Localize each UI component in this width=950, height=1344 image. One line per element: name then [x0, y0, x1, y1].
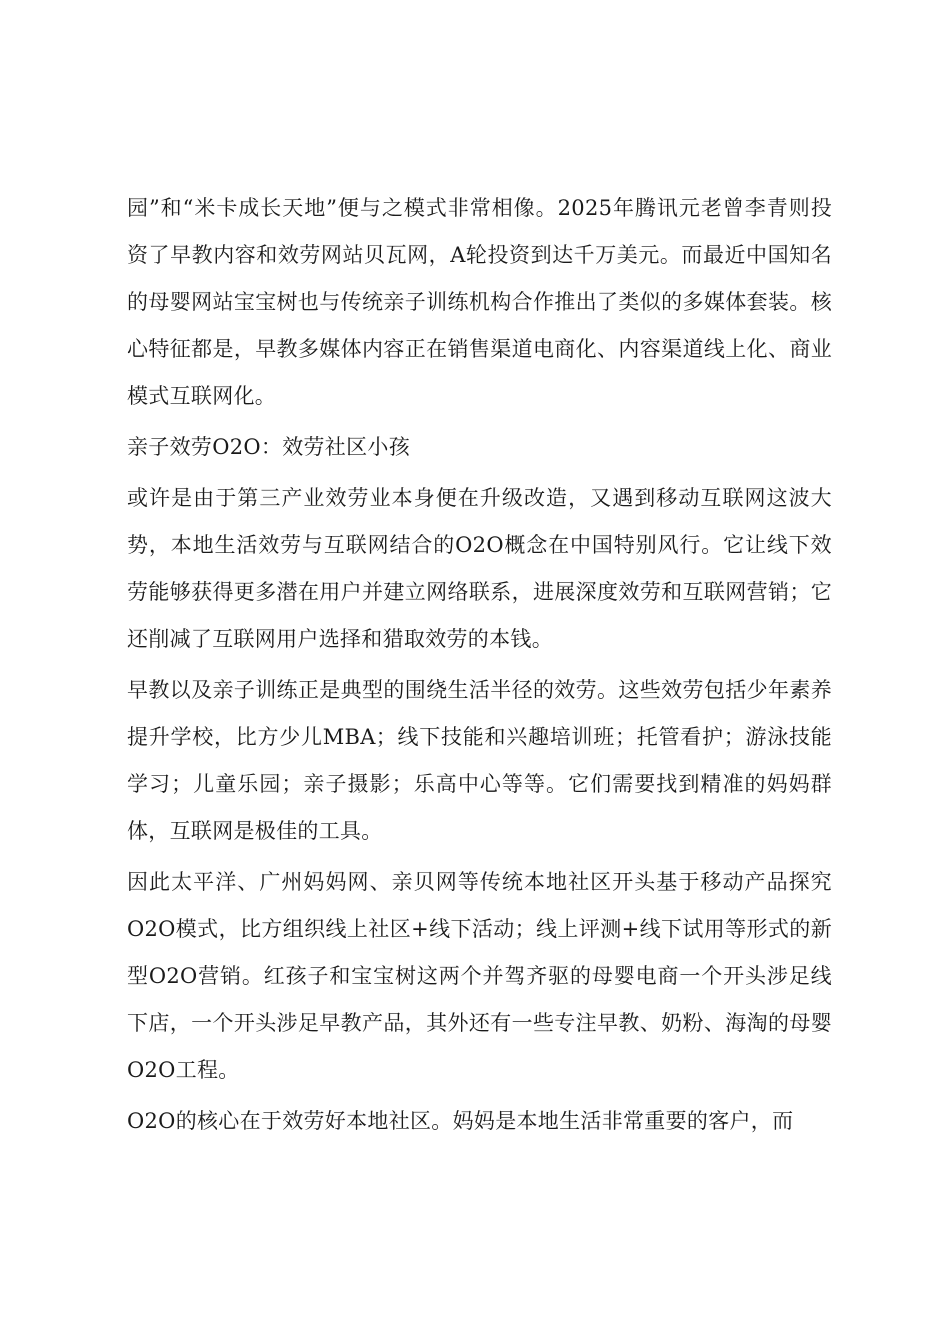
paragraph-2: 或许是由于第三产业效劳业本身便在升级改造，又遇到移动互联网这波大势，本地生活效劳与互联网结合的O2O概念在中国特别风行。它让线下效劳能够获得更多潜在用户并建立网络联系，进展深度效劳和互联网营销；它还削减了互联网用户选择和猎取效劳的本钱。 — [127, 486, 832, 651]
paragraph-4: 因此太平洋、广州妈妈网、亲贝网等传统本地社区开头基于移动产品探究O2O模式，比方组织线上社区+线下活动；线上评测+线下试用等形式的新型O2O营销。红孩子和宝宝树这两个并驾齐驱的母婴电商一个开头涉足线下店，一个开头涉足早教产品，其外还有一些专注早教、奶粉、海淘的母婴O2O工程。 — [127, 870, 832, 1082]
paragraph-1: 园”和“米卡成长天地”便与之模式非常相像。2025年腾讯元老曾李青则投资了早教内容和效劳网站贝瓦网，A轮投资到达千万美元。而最近中国知名的母婴网站宝宝树也与传统亲子训练机构合作推出了类似的多媒体套装。核心特征都是，早教多媒体内容正在销售渠道电商化、内容渠道线上化、商业模式互联网化。 — [127, 196, 832, 408]
paragraph-3: 早教以及亲子训练正是典型的围绕生活半径的效劳。这些效劳包括少年素养提升学校，比方少儿MBA；线下技能和兴趣培训班；托管看护；游泳技能学习；儿童乐园；亲子摄影；乐高中心等等。它们需要找到精准的妈妈群体，互联网是极佳的工具。 — [127, 678, 832, 843]
section-heading-o2o: 亲子效劳O2O：效劳社区小孩 — [127, 435, 410, 459]
document-body — [127, 185, 832, 1149]
paragraph-5: O2O的核心在于效劳好本地社区。妈妈是本地生活非常重要的客户，而 — [127, 1109, 794, 1133]
